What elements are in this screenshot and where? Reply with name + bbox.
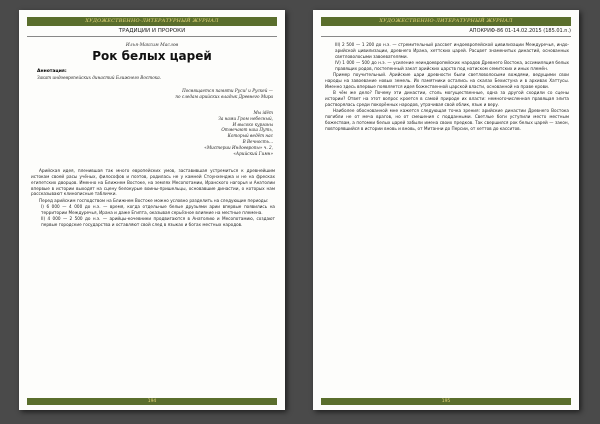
article-body-left — [31, 168, 275, 396]
poem-line: Который ведёт нас — [227, 133, 273, 139]
list-item: II) 4 000 — 2 500 до н.э. — арийцы-кочевники продвигаются в Анатолию и Месопотамию, создают первые городские государства и оставляют свой след в языках и богах местных народов. — [41, 216, 275, 228]
poem-line: Мы idëm — [253, 110, 273, 115]
epigraph-poem — [19, 110, 273, 156]
poem-line: И высоко курганы — [232, 121, 273, 127]
dedication-line: Посвящается памяти Руси! и Рускей — — [182, 88, 273, 93]
paragraph: Перед арийским господством на Ближнем Востоке можно условно разделить на следующие периоды: — [39, 197, 269, 203]
left-page — [19, 10, 285, 410]
poem-line: В Вечность... — [242, 138, 273, 144]
poem-source: «Арийский Гимн» — [233, 150, 273, 156]
issue-info: АПОКРИФ-86 01-14.02.2015 (185.01.n.) — [321, 28, 571, 37]
annotation-text: Закат индоевропейских династий Ближнего Востока. — [37, 75, 162, 80]
list-item: III) 2 500 — 1 200 до н.э. — стремительный рассвет индоевропейской цивилизации Междуречья, индо-арийской цивилизации, древнего Ирана, хеттских царей. Расцвет знаменитых династий, основанных светловолосыми завоевателями. — [335, 42, 569, 59]
author-name: Илья-Максим Маслов — [125, 43, 179, 48]
paragraph: Арийская идея, пленившая так много европейских умов, заставившая устремиться к древнейшим истокам своей расы учёных, философов и поэтов, родилась не у камней Стоунхенджа и не на фресках египетских дворцов. Именно на Ближнем Востоке, на землях Месопотамии, Иранского нагорья и Анатолии впервые в истории выходят на сцену белокурые воины-пришельцы, основавшие династии, о которых нам рассказывают клинописные таблички. — [31, 168, 275, 197]
page-number-right: 195 — [321, 398, 571, 405]
article-body-right — [325, 42, 569, 398]
annotation-heading: Аннотация: — [37, 69, 67, 74]
paragraph: Наиболее обоснованной мне кажется следующая точка зрения: арийские династии Древнего Востока погибли не от меча врагов, но от смешения с подданными. Светлые боги уступили место местным божествам, а потомки белых царей забыли имена своих предков. Так свершился рок белых царей — закон, повторявшийся в истории вновь и вновь, от Митанни до Персии, от хеттов до касситов. — [325, 108, 569, 131]
dedication — [19, 88, 273, 100]
list-item: IV) 1 000 — 500 до н.э. — усиление неиндоевропейских народов Древнего Востока, ассимиляция белых правящих родов, постепенный закат арийских царств под натиском семитских и иных племён. — [335, 60, 569, 71]
right-page — [313, 10, 579, 410]
dedication-line: по следам арийских владык Древнего Мира — [175, 93, 273, 99]
paragraph: В чём же дело? Почему эти династии, столь могущественные, одна за другой сходили со сцены истории? Ответ на этот вопрос кроется в самой природе их власти: немногочисленная правящая элита растворялась среди покорённых народов, утрачивая свой облик, язык и веру. — [325, 90, 569, 107]
journal-header-right: ХУДОЖЕСТВЕННО-ЛИТЕРАТУРНЫЙ ЖУРНАЛ — [321, 17, 571, 26]
list-item: I) 6 000 — 4 000 до н.э. — время, когда отдельные белые друзьями арии впервые появились на территории Междуречья, Ирана и даже Египта, оказывая серьёзное влияние на местные племена. — [41, 204, 275, 215]
poem-line: Отмечают наш Путь, — [221, 127, 273, 133]
journal-header-left: ХУДОЖЕСТВЕННО-ЛИТЕРАТУРНЫЙ ЖУРНАЛ — [27, 17, 277, 26]
section-title: ТРАДИЦИИ И ПРОРОКИ — [27, 28, 277, 37]
poem-source: «Мистерии Индоевропы» ч. 2, — [204, 144, 273, 150]
article-title: Рок белых царей — [92, 49, 212, 63]
poem-line: За нами Гром небесный, — [218, 115, 273, 121]
paragraph: Пример поучительный. Арийские цари древности были светловолосыми вождями, ведущими свои народы на завоевание новых земель. Их памятники остались на скалах Бехистуна и в архивах Хаттусы. Именно здесь впервые появляется идея божественной царской власти, основанной на праве крови. — [325, 72, 569, 89]
page-number-left: 194 — [27, 398, 277, 405]
